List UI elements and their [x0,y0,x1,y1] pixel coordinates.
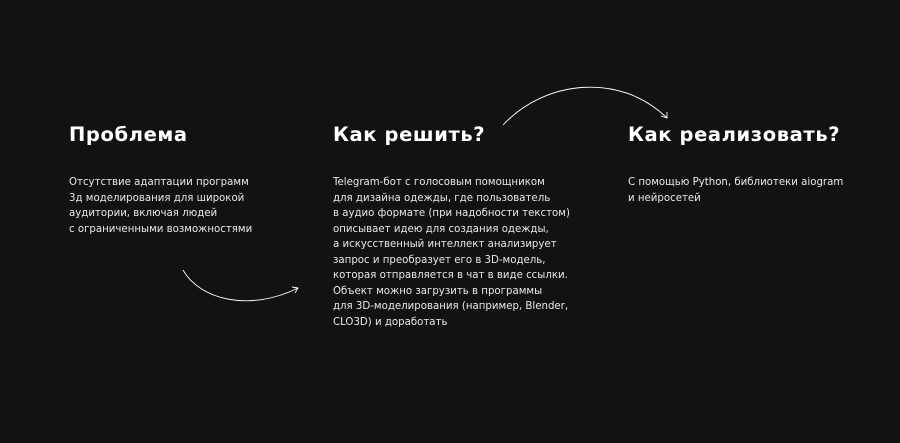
problem-line: с ограниченными возможностями [69,223,253,235]
solve-line: которая отправляется в чат в виде ссылки. [333,270,568,281]
curved-arrow-icon [183,270,298,301]
curved-arrow-icon [503,87,667,125]
solve-line: в аудио формате (при надобности текстом) [333,208,570,219]
problem-description [69,175,252,237]
implement-heading: Как реализовать? [628,123,841,146]
implement-line: С помощью Python, библиотеки aiogram [628,177,844,188]
solve-heading: Как решить? [333,123,486,146]
problem-line: Отсутствие адаптации программ [69,177,249,188]
solve-line: запрос и преобразует его в 3D-модель, [333,254,546,266]
solve-description [333,175,570,330]
solve-line: Объект можно загрузить в программы [333,285,543,297]
problem-line: 3д моделирования для широкой [69,192,245,204]
solve-line: для 3D-моделирования (например, Blender, [333,301,569,312]
problem-line: аудитории, включая людей [69,208,218,219]
solve-line: CLO3D) и доработать [333,316,448,328]
implement-description [628,175,843,206]
implement-line: и нейросетей [628,192,701,204]
problem-heading: Проблема [69,123,188,146]
solve-line: описывает идею для создания одежды, [333,223,549,235]
solve-line: а искусственный интеллект анализирует [333,239,557,250]
solve-line: Telegram-бот с голосовым помощником [333,177,545,188]
solve-line: для дизайна одежды, где пользователь [333,192,551,204]
